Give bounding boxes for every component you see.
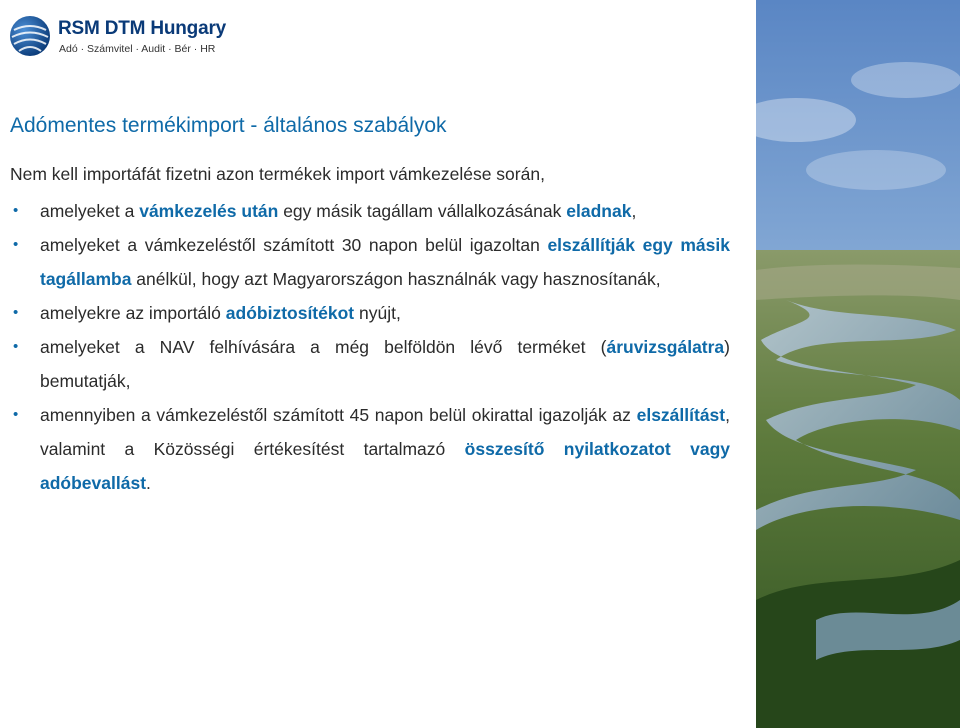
slide-title: Adómentes termékimport - általános szabályok	[10, 114, 447, 137]
company-logo	[8, 12, 227, 64]
body-text: ) bemutatják,	[40, 337, 730, 391]
bullet-item	[10, 194, 730, 228]
logo-subtitle: Adó · Számvitel · Audit · Bér · HR	[59, 43, 216, 55]
highlighted-text: elszállítást	[636, 405, 726, 425]
bullet-dot-icon: •	[13, 338, 19, 355]
highlighted-text: eladnak	[566, 201, 632, 221]
body-text: amennyiben a vámkezeléstől számított 45 napon belül okirattal igazolják az	[40, 405, 637, 425]
highlighted-text: összesítő nyilatkozatot vagy adóbevallást	[40, 439, 730, 493]
highlighted-text: áruvizsgálatra	[606, 337, 725, 357]
body-text: ,	[631, 201, 637, 221]
bullet-item	[10, 330, 730, 398]
highlighted-text: elszállítják egy másik tagállamba	[40, 235, 730, 289]
logo-title: RSM DTM Hungary	[58, 18, 227, 39]
bullet-item	[10, 228, 730, 296]
intro-text: Nem kell importáfát fizetni azon termékek import vámkezelése során,	[10, 164, 545, 184]
highlighted-text: adóbiztosítékot	[225, 303, 355, 323]
bullet-list	[10, 194, 730, 500]
river-landscape-photo	[756, 0, 960, 728]
body-text: amelyekre az importáló	[40, 303, 226, 323]
body-text: .	[146, 473, 151, 493]
body-text: egy másik tagállam vállalkozásának	[278, 201, 567, 221]
body-text: , valamint a Közösségi értékesítést tartalmazó	[40, 405, 730, 459]
bullet-item	[10, 296, 730, 330]
body-text: anélkül, hogy azt Magyarországon használnák vagy hasznosítanák,	[131, 269, 661, 289]
bullet-dot-icon: •	[13, 236, 19, 253]
body-text: amelyeket a vámkezeléstől számított 30 napon belül igazoltan	[40, 235, 548, 255]
body-text: nyújt,	[354, 303, 401, 323]
bullet-item	[10, 398, 730, 500]
bullet-dot-icon: •	[13, 202, 19, 219]
body-text: amelyeket a	[40, 201, 140, 221]
body-text: amelyeket a NAV felhívására a még belföldön lévő terméket (	[40, 337, 607, 357]
highlighted-text: vámkezelés után	[139, 201, 279, 221]
globe-logo-icon	[8, 14, 52, 58]
bullet-dot-icon: •	[13, 304, 19, 321]
bullet-dot-icon: •	[13, 406, 19, 423]
